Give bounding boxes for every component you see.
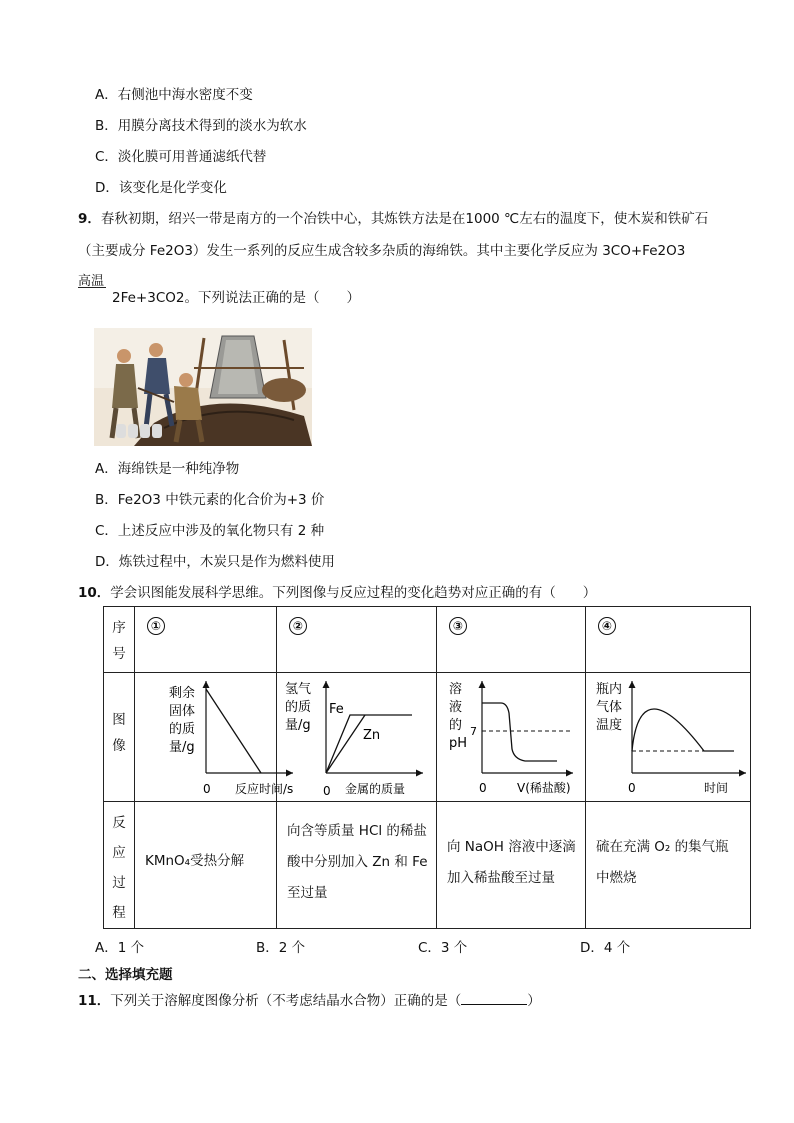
chart4-cell (586, 673, 751, 802)
q9-reaction-condition: 高温 (78, 274, 105, 289)
q9-option-d: D．炼铁过程中，木炭只是作为燃料使用 (95, 554, 335, 570)
chart2-origin: 0 (323, 784, 331, 798)
chart1-line (206, 689, 261, 773)
chart4-origin: 0 (628, 781, 636, 795)
col3-process: 向 NaOH 溶液中逐滴加入稀盐酸至过量 (447, 839, 576, 886)
q9-condition-bar (78, 287, 106, 288)
chart1-ylabel-3: 的质 (169, 722, 196, 737)
col4-process-cell (586, 802, 751, 929)
q8-option-a: A．右侧池中海水密度不变 (95, 87, 253, 103)
row-header-image (104, 673, 135, 802)
q11-close: ） (527, 993, 541, 1009)
q10-option-a: A．1 个 (95, 940, 145, 956)
chart4-ylabel-2: 气体 (596, 700, 623, 715)
col1-number-cell (135, 607, 277, 673)
q9-number: 9． (78, 211, 101, 227)
q9-text-line1: 春秋初期，绍兴一带是南方的一个冶铁中心，其炼铁方法是在1000 ℃左右的温度下，使木炭和铁矿石 (100, 211, 709, 227)
row-label-image: 图像 (112, 712, 126, 754)
q10-text: 学会识图能发展科学思维。下列图像与反应过程的变化趋势对应正确的有（ ） (110, 585, 597, 601)
row-label-process: 反应过程 (112, 815, 126, 921)
chart1-xlabel: 反应时间/s (235, 782, 294, 796)
col3-number-cell (437, 607, 586, 673)
chart4-temperature (586, 673, 750, 801)
chart3-ylabel-1: 溶 (449, 682, 463, 697)
q10-option-d: D．4 个 (580, 940, 631, 956)
chart2-fe-label: Fe (329, 702, 344, 717)
col4-number: ④ (598, 617, 616, 635)
chart2-zn-label: Zn (363, 728, 381, 743)
row-header-process (104, 802, 135, 929)
chart2-hydrogen-mass (277, 673, 436, 801)
col4-process: 硫在充满 O₂ 的集气瓶中燃烧 (596, 839, 729, 886)
q9-option-a: A．海绵铁是一种纯净物 (95, 461, 240, 477)
q8-option-d: D．该变化是化学变化 (95, 180, 227, 196)
q9-stem-line3: 2Fe+3CO2。下列说法正确的是（ ） (112, 290, 360, 306)
col2-number-cell (277, 607, 437, 673)
chart3-ylabel-4: pH (449, 736, 468, 751)
chart3-origin: 0 (479, 781, 487, 795)
q10-stem (78, 581, 596, 601)
chart3-ph-curve (437, 673, 585, 801)
chart2-zn-line (326, 715, 365, 773)
chart1-ylabel-4: 量/g (169, 740, 195, 755)
col1-process-cell (135, 802, 277, 929)
col3-process-cell (437, 802, 586, 929)
col2-number: ② (289, 617, 307, 635)
chart3-ylabel-2: 液 (449, 700, 463, 715)
chart2-ylabel-1: 氢气 (285, 682, 312, 697)
chart1-cell (135, 673, 294, 802)
chart4-ylabel-3: 温度 (596, 718, 623, 733)
chart2-ylabel-3: 量/g (285, 718, 311, 733)
chart2-ylabel-2: 的质 (285, 700, 312, 715)
col2-process: 向含等质量 HCl 的稀盐酸中分别加入 Zn 和 Fe 至过量 (287, 823, 428, 901)
chart3-ylabel-3: 的 (449, 718, 463, 733)
chart4-ylabel-1: 瓶内 (596, 682, 623, 697)
row-header-seq (104, 607, 135, 673)
chart3-xlabel: V(稀盐酸) (517, 781, 571, 795)
q10-option-c: C．3 个 (418, 940, 468, 956)
q8-option-c: C．淡化膜可用普通滤纸代替 (95, 149, 267, 165)
row-label-seq: 序号 (112, 620, 126, 662)
section-title: 二、选择填充题 (78, 967, 173, 983)
q11-number: 11． (78, 993, 111, 1009)
iron-smelting-illustration (94, 328, 312, 446)
chart3-tick-7: 7 (470, 725, 477, 738)
q9-stem-line2: （主要成分 Fe2O3）发生一系列的反应生成含较多杂质的海绵铁。其中主要化学反应为 3CO+Fe2O3 (78, 243, 686, 259)
col4-number-cell (586, 607, 751, 673)
chart4-curve (632, 709, 734, 751)
q11-answer-blank[interactable] (461, 992, 527, 1005)
chart3-cell (437, 673, 586, 802)
q11-stem (78, 989, 541, 1009)
col1-number: ① (147, 617, 165, 635)
q10-option-b: B．2 个 (256, 940, 306, 956)
chart1-kmno4-mass (135, 673, 294, 801)
q8-option-b: B．用膜分离技术得到的淡水为软水 (95, 118, 307, 134)
q9-option-c: C．上述反应中涉及的氧化物只有 2 种 (95, 523, 325, 539)
chart2-fe-line (326, 715, 412, 773)
q11-text: 下列关于溶解度图像分析（不考虑结晶水合物）正确的是（ (110, 993, 462, 1009)
col3-number: ③ (449, 617, 467, 635)
col2-process-cell (277, 802, 437, 929)
chart1-origin: 0 (203, 782, 211, 796)
chart3-curve (482, 703, 557, 761)
chart2-xlabel: 金属的质量 (345, 782, 406, 796)
chart2-cell (277, 673, 437, 802)
chart1-ylabel-1: 剩余 (169, 686, 196, 701)
chart1-ylabel-2: 固体 (169, 704, 196, 719)
q10-table (103, 606, 751, 929)
chart4-xlabel: 时间 (704, 781, 729, 795)
q10-number: 10． (78, 585, 111, 601)
q9-option-b: B．Fe2O3 中铁元素的化合价为+3 价 (95, 492, 325, 508)
col1-process: KMnO₄受热分解 (145, 853, 245, 869)
q9-stem-line1 (78, 207, 708, 227)
